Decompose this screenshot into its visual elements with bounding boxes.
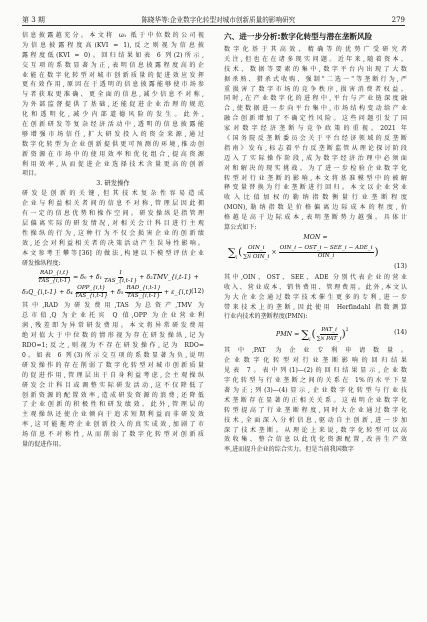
text-line: 为外部监督提供了基础,还能促进企业治理的规范 [22,101,204,109]
text-line: 本文参考王攀等[36] 的做法,构建以下模型评估企业 [22,249,204,257]
text-line: 指南》发布,标志着平台反垄断监管从理论探讨阶段 [224,144,407,152]
right-column [224,31,407,455]
text-line: 技术,全面深入分析信息,驱动自主创新,进一步加 [224,416,407,424]
page-number: 279 [391,16,405,24]
text-line: 融合创新增加了不确定性风险。这些问题引发了国 [224,115,407,123]
equation-14-number: (14) [394,329,407,337]
text-line: 技术、数据等要素的集中,数字平台内出现了大数 [224,65,407,73]
subsection-title-rd-manipulation: 3. 研发操作 [96,180,130,188]
text-line: 0。如表 6 列(3)所示交互项的系数显著为负,说明 [22,351,204,359]
text-line: 与者获取更准确、更全面的信息,减少信息不对称, [22,91,204,99]
text-line: 格越是高于边际成本,表明垄断势力越强。具体计 [224,214,407,222]
text-line: 《国务院反垄断委员会关于平台经济领域的反垄断 [224,135,407,143]
paragraph-info-disclosure [22,31,204,179]
text-line: 率,这可能拖垮企业创新投入的真实成效,加剧了市 [22,421,204,429]
issue-number: 第 3 期 [22,16,45,24]
text-line: 对和解决的现实挑战。为了进一步检验企业数字化 [224,164,407,172]
text-line: 转型对行业垄断的影响,本文将基准模型中的被解 [224,174,407,182]
text-line: 的促进作用,管理层出于自身利益考虑,会主观操纵 [22,371,204,379]
text-line: 关注,但也在在诸多现实问题。近年来,随着资本、 [224,55,407,63]
text-line: 润,残差即为异常研发费用。本文将异常研发费用 [22,322,204,330]
text-line: 企业数字化转型对行业垄断影响的回归结果 [224,357,407,365]
text-line: 了企业创新的积极性和研发绩效。此外,管理层的 [22,401,204,409]
text-line: 信息披露越充分。本文将 ω₁ 抵于中位数的公司视 [22,32,204,39]
text-line: 释变量替换为行业垄断进行回归。本文以企业营业 [224,184,407,192]
text-line: 转型提高了行业垄断程度,同时大企业通过数字化 [224,406,407,414]
text-line: 字化转型与行业垄断之间的关系在 1%的水平下显 [224,377,407,385]
equation-14: PMN = ∑ i ( $\frac{\text{PAT\_i}}{\text{∑N PAT\_i}}$ ) 2 (14) [276,327,407,343]
text-line: 场信息不对称性,从而削弱了数字化转型对创新质 [22,431,204,439]
text-line: 术垄断存在显著的正相关关系。这表明企业数字化 [224,396,407,404]
text-line: 绝对值大于中位数的情形视为存在研发操纵,记为 [22,332,204,340]
text-line: 家对数字经济垄断与竞争政策的重视。2021 年 [224,125,407,133]
text-line: 交互项的系数显著为正,表明信息披露程度高的企 [22,61,204,69]
section-title-monopoly: 六、进一步分析:数字化转型与潜在垄断风险 [224,32,373,41]
text-line: 性操纵的行为,这种行为不仅会损害企业的创新绩 [22,229,204,237]
text-line: 重损害了数字市场的竞争秩序,损害消费者权益。 [224,85,407,93]
text-line: 研发操纵程度: [22,259,61,267]
text-line: 总市值,Q 为企业托宾 Q 值,OPP 为企业营业利 [22,312,204,320]
text-line: 据杀熟、猎杀式收购、强制"二选一"等垄断行为,严 [224,75,407,83]
text-line: 其中,RAD 为研发费用,TAS 为总资产,TMV 为 [22,302,204,310]
text-line: 数字化基于其高效、精确等的优势广受研究者 [224,46,407,53]
text-line: 其中,OIN、OST、SEE、ADE 分别代表企业的营业 [224,273,407,281]
text-line: 化和透明化,减少内部道德风险的发生。此外, [22,111,204,119]
text-line: 量的促进作用。 [22,440,65,448]
text-line: 企业与利益相关者间的信息不对称,管理层因此拥 [22,200,204,208]
text-line: 主观操纵还使企业倾向于追求短期利益而非研发效 [22,411,204,419]
text-line: 见表 7。表中列(1)—(2)的回归结果显示,企业数 [224,367,407,375]
text-line: 更有效作用,原因在于透明的信息披露能够使市场参 [22,81,204,89]
paragraph-variables [224,273,407,322]
text-line: 新资源在市场中的使用效率和优化组合,提高资源 [22,150,204,158]
text-line: 收入比值加权的勒纳指数衡量行业垄断程度 [224,194,407,202]
text-line: 率,进而提升企业的综合实力。但是当前我国数字 [224,446,355,454]
text-line: RDO=1;反之,则视为不存在研发操作,记为 RDO= [22,342,204,350]
text-line: 其中,PAT 为企业专利申请数量。 [224,347,407,355]
text-line: 著为正;列(3)—(4)显示,企业数字化转型与行业技 [224,386,407,394]
text-line: 为大企业会通过数字技术催生更多的专利,进一步 [224,293,407,301]
paragraph-monopoly-results [224,346,407,455]
text-line: 露程度低(KVI = 0)。回归结果如表 6 列(2)所示, [22,51,204,59]
text-line: 效,还会对利益相关者的决策活动产生误导性影响。 [22,239,204,247]
text-line: 合,使数据进一步向平台集中,市场结构变动给产业 [224,105,407,113]
paragraph-rd-results [22,301,204,449]
running-title: 陈晓华等:企业数字化转型对城市创新质量的影响研究 [141,16,296,24]
equation-13: MON = ∑ i ( $\frac{\text{OIN\_i}}{\text{∑N OIN\_i}}$ × $\frac{\text{OIN\_i − OST\_i − SEE\_i − ADE\_i}}{\text{OIN\_i}}$ ) (13) [228,233,407,270]
paragraph-rd-intro [22,189,204,268]
equation-13-number: (13) [394,262,407,270]
equation-12-number: (12) [191,288,204,296]
text-line: 研发是创新的关键,但其技术复杂性容易造成 [22,190,204,198]
text-line: 数字化转型为企业创新提供更可预测的环境,推动创 [22,140,204,148]
text-line: 层偏离实际的研发情况,对相关会计科目进行主观 [22,220,204,228]
text-line: 深了技术垄断。从理论上来说,数字化转型可以高 [224,426,407,434]
text-line: 利用效率,从而促进企业选择技术含量更高的创新 [22,160,204,168]
text-line: 业能在数字化转型对城市创新质量的促进效应发挥 [22,71,204,79]
text-line: 有一定的信息优势和操作空间。研发操纵是指管理 [22,210,204,218]
text-line: 够增强市场信任,扩大研发投入的资金来源,通过 [22,130,204,138]
text-line: 效收集、整合信息以此优化资源配置,改善生产效 [224,436,407,444]
text-line: 研发操作的存在削弱了数字化转型对城市创新质量 [22,361,204,369]
text-line: 为信息披露程度高(KVI = 1),反之则视为信息披 [22,41,204,49]
text-line: 迈入了实际操作阶段,成为数字经济治理中必须面 [224,154,407,162]
paragraph-monopoly-intro [224,45,407,233]
text-line: 算公式如下: [224,224,257,232]
text-line: 行业内技术的垄断程度(PMN): [224,313,308,321]
text-line: 带来技术上的垄断,因此使用 Herfindahl 指数测算 [224,303,407,311]
text-line: 创新资源的配置效率,造成研发资源的浪费,还降低 [22,391,204,399]
eq12-lhs: $\frac{\text{RAD\_\{i,t\}}}{\text{TAS\_\{i,t-1\}}}$ [38,270,72,285]
left-column [22,31,204,450]
text-line: 在创新研发等复杂经济活动中,透明的信息披露能 [22,121,204,129]
header-rule [22,25,405,26]
equation-12: $\frac{\text{RAD\_\{i,t\}}}{\text{TAS\_\{i,t-1\}}}$ = δ₀ + δ₁ $\frac{1}{\text{TAS\_\{i,t-1\}}}$ + δ₂TMV_{i,t-1} + δ₃Q_{i,t-1} + δ₄ $\frac{\text{OPP\_\{i,t\}}}{\text{TAS\_\{i,t-1\}}}$ + δ₅ $\frac{\text{RAD\_\{i,t-1\}}}{\text{TAS\_\{i,t-1\}}}$ + ε_{i,t} (12) [22,270,204,300]
running-header [22,8,405,24]
text-line: (MON),勒纳指数是价格偏离边际成本的程度,价 [224,204,407,212]
text-line: 同时,在产业数字化的进程中,平台与产业链深度融 [224,95,407,103]
text-line: 研发会计科目或调整实际研发活动,这不仅降低了 [22,381,204,389]
text-line: 收入、营业成本、销售费用、管理费用。此外,本文认 [224,283,407,291]
text-line: 项目。 [22,170,41,178]
